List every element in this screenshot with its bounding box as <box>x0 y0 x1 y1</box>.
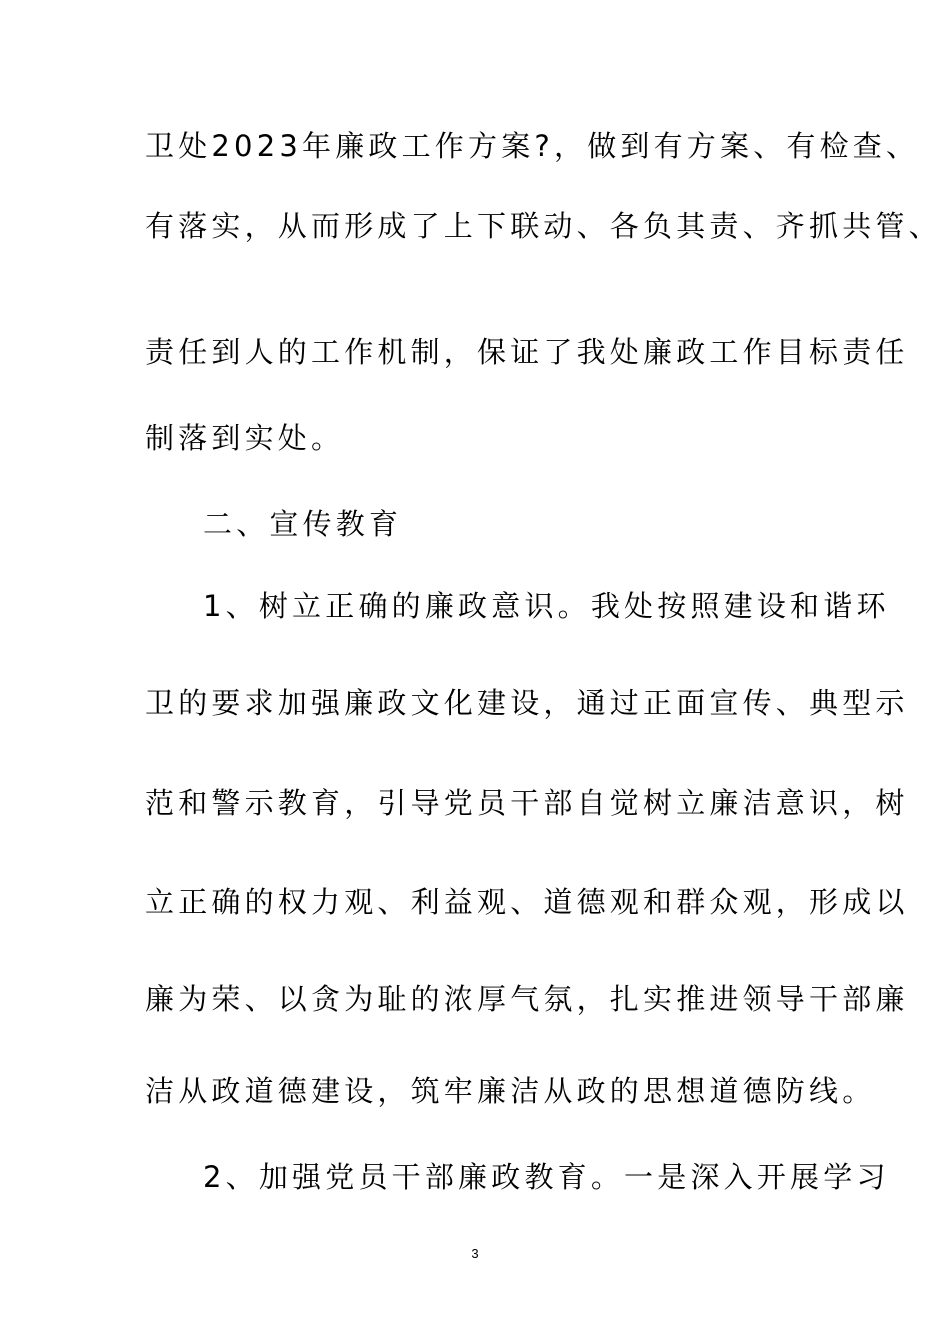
paragraph-line: 卫的要求加强廉政文化建设，通过正面宣传、典型示 <box>145 686 909 720</box>
page-number: 3 <box>471 1246 479 1261</box>
section-heading: 二、宣传教育 <box>203 507 403 541</box>
paragraph-line: 洁从政道德建设，筑牢廉洁从政的思想道德防线。 <box>145 1074 876 1108</box>
paragraph-line: 2、加强党员干部廉政教育。一是深入开展学习 <box>203 1160 890 1194</box>
paragraph-line: 卫处2023年廉政工作方案?，做到有方案、有检查、 <box>145 129 920 163</box>
paragraph-line: 责任到人的工作机制，保证了我处廉政工作目标责任 <box>145 335 909 369</box>
paragraph-line: 范和警示教育，引导党员干部自觉树立廉洁意识，树 <box>145 786 909 820</box>
paragraph-line: 制落到实处。 <box>145 421 345 455</box>
paragraph-line: 立正确的权力观、利益观、道德观和群众观，形成以 <box>145 885 909 919</box>
paragraph-line: 有落实，从而形成了上下联动、各负其责、齐抓共管、 <box>145 209 942 243</box>
paragraph-line: 廉为荣、以贪为耻的浓厚气氛，扎实推进领导干部廉 <box>145 982 909 1016</box>
paragraph-line: 1、树立正确的廉政意识。我处按照建设和谐环 <box>203 589 890 623</box>
